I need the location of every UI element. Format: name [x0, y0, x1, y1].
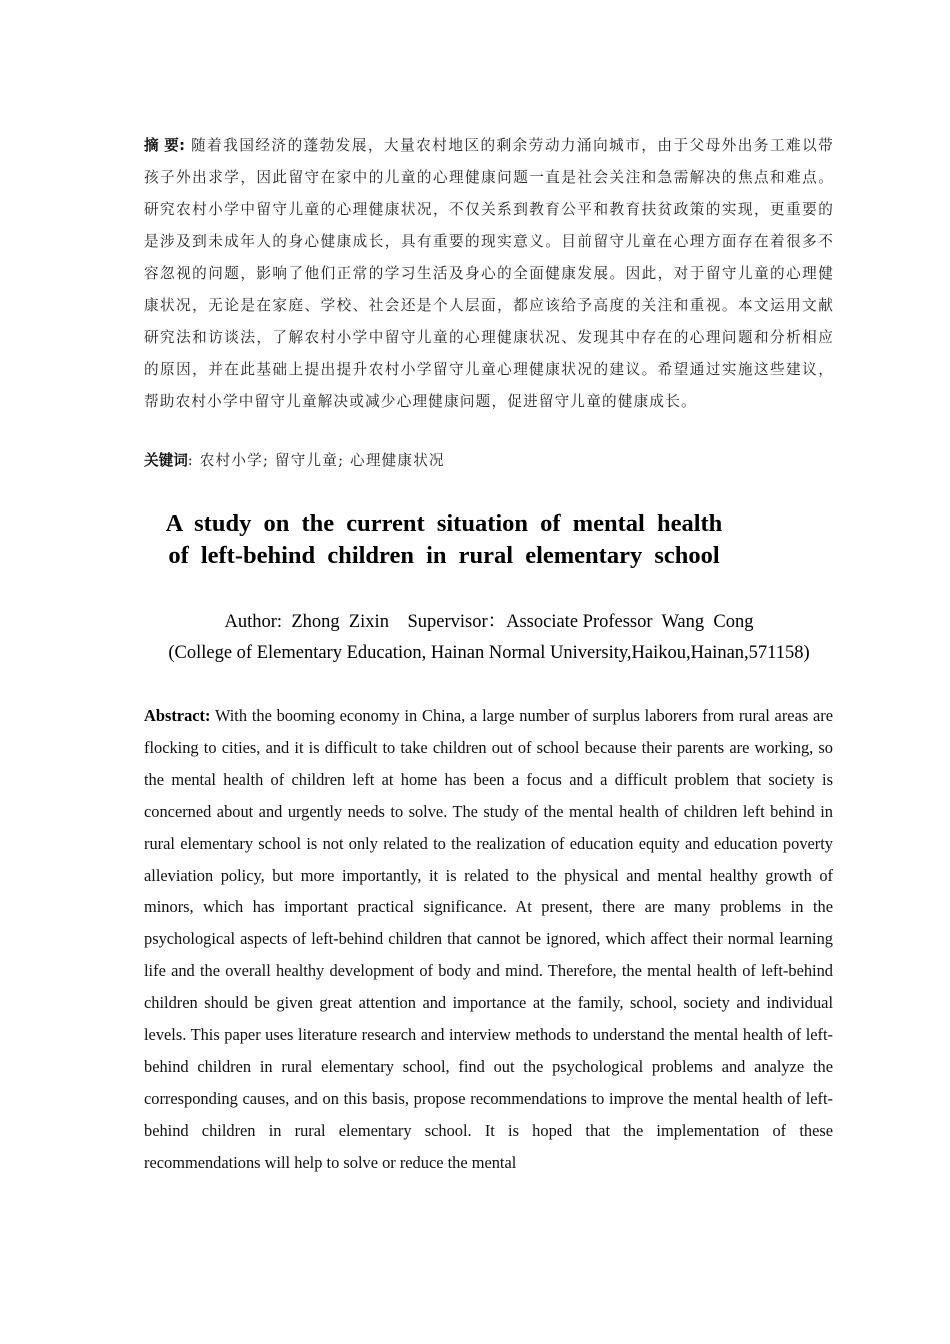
chinese-abstract [144, 130, 834, 418]
affiliation-line: (College of Elementary Education, Hainan Normal University,Haikou,Hainan,571158) [168, 643, 810, 663]
english-abstract [144, 700, 833, 1179]
chinese-keywords-separator: : [187, 452, 194, 469]
chinese-keywords [144, 450, 834, 472]
english-title-line-1: A study on the current situation of mental health [165, 510, 723, 537]
chinese-abstract-label: 摘 要 [144, 137, 180, 154]
english-abstract-text: With the booming economy in China, a large number of surplus laborers from rural areas are flocking to cities, and it is difficult to take children out of school because their parents are working, so the mental health of children left at home has been a focus and a difficult problem that society is concerned about and urgently needs to solve. The study of the mental health of children left behind in rural elementary school is not only related to the realization of education equity and education poverty alleviation policy, but more importantly, it is related to the physical and mental healthy growth of minors, which has important practical significance. At present, there are many problems in the psychological aspects of left-behind children that cannot be ignored, which affect their normal learning life and the overall healthy development of body and mind. Therefore, the mental health of left-behind children should be given great attention and importance at the family, school, society and individual levels. This paper uses literature research and interview methods to understand the mental health of left-behind children in rural elementary school, find out the psychological problems and analyze the corresponding causes, and on this basis, propose recommendations to improve the mental health of left-behind children in rural elementary school. It is hoped that the implementation of these recommendations will help to solve or reduce the mental [144, 706, 833, 1172]
english-title-line-2: of left-behind children in rural elementary school [168, 542, 720, 569]
english-title [144, 508, 744, 572]
chinese-keywords-text: 农村小学; 留守儿童; 心理健康状况 [199, 452, 445, 469]
english-abstract-label: Abstract: [144, 706, 211, 725]
author-info [144, 607, 834, 669]
chinese-abstract-separator: : [179, 137, 185, 154]
chinese-keywords-label: 关键词 [144, 452, 188, 469]
chinese-abstract-text: 随着我国经济的蓬勃发展，大量农村地区的剩余劳动力涌向城市，由于父母外出务工难以带孩子外出求学，因此留守在家中的儿童的心理健康问题一直是社会关注和急需解决的焦点和难点。研究农村小学中留守儿童的心理健康状况，不仅关系到教育公平和教育扶贫政策的实现，更重要的是涉及到未成年人的身心健康成长，具有重要的现实意义。目前留守儿童在心理方面存在着很多不容忽视的问题，影响了他们正常的学习生活及身心的全面健康发展。因此，对于留守儿童的心理健康状况，无论是在家庭、学校、社会还是个人层面，都应该给予高度的关注和重视。本文运用文献研究法和访谈法，了解农村小学中留守儿童的心理健康状况、发现其中存在的心理问题和分析相应的原因，并在此基础上提出提升农村小学留守儿童心理健康状况的建议。希望通过实施这些建议，帮助农村小学中留守儿童解决或减少心理健康问题，促进留守儿童的健康成长。 [144, 137, 834, 410]
author-line: Author: Zhong Zixin Supervisor：Associate Professor Wang Cong [224, 612, 754, 632]
